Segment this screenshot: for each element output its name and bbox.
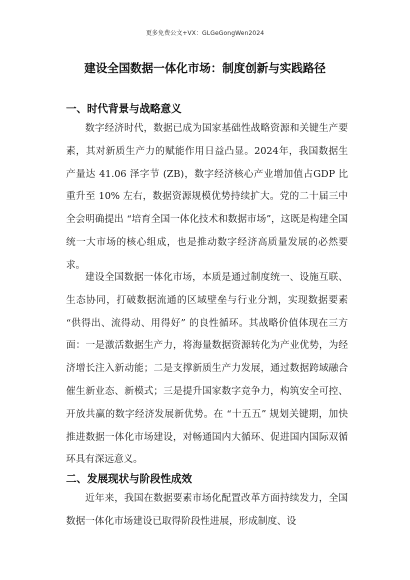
section-1-paragraph-2-text: 建设全国数据一体化市场，本质是通过制度统一、设施互联、生态协同，打破数据流通的区域壁垒与行业分割，实现数据要素 “供得出、流得动、用得好” 的良性循环。其战略价值体现在三方面：一是激活数据生产力，将海量数据资源转化为产业优势，为经济增长注入新动能；二是支撑新质生产力发展，通过数据跨域融合催生新业态、新模式；三是提升国家数字竞争力，构筑安全可控、开放共赢的数字经济发展新优势。在 “十五五” 规划关键期，加快推进数据一体化市场建设，对畅通国内大循环、促进国内国际双循环具有深远意义。 xyxy=(66,272,348,466)
section-2-paragraph-1-text: 近年来，我国在数据要素市场化配置改革方面持续发力，全国数据一体化市场建设已取得阶段性进展，形成制度、设 xyxy=(66,493,348,527)
section-1-paragraph-1-text: 数字经济时代，数据已成为国家基础性战略资源和关键生产要素，其对新质生产力的赋能作用日益凸显。2024年，我国数据生产量达 41.06 泽字节 (ZB)，数字经济核心产业增加值占GDP 比重升至 10% 左右，数据资源规模优势持续扩大。党的二十届三中全会明确提出 “培育全国一体化技术和数据市场”，这既是构建全国统一大市场的核心组成，也是推动数字经济高质量发展的必然要求。 xyxy=(66,123,348,271)
section-1-paragraph-1 xyxy=(66,118,348,278)
section-1-paragraph-2 xyxy=(66,267,348,472)
section-heading-1: 一、时代背景与战略意义 xyxy=(66,103,182,115)
section-2-paragraph-1 xyxy=(66,488,348,534)
header-watermark: 更多免费公文+VX：GLGeGongWen2024 xyxy=(145,30,265,37)
section-heading-2: 二、发展现状与阶段性成效 xyxy=(66,473,192,485)
document-title: 建设全国数据一体化市场：制度创新与实践路径 xyxy=(84,61,326,75)
